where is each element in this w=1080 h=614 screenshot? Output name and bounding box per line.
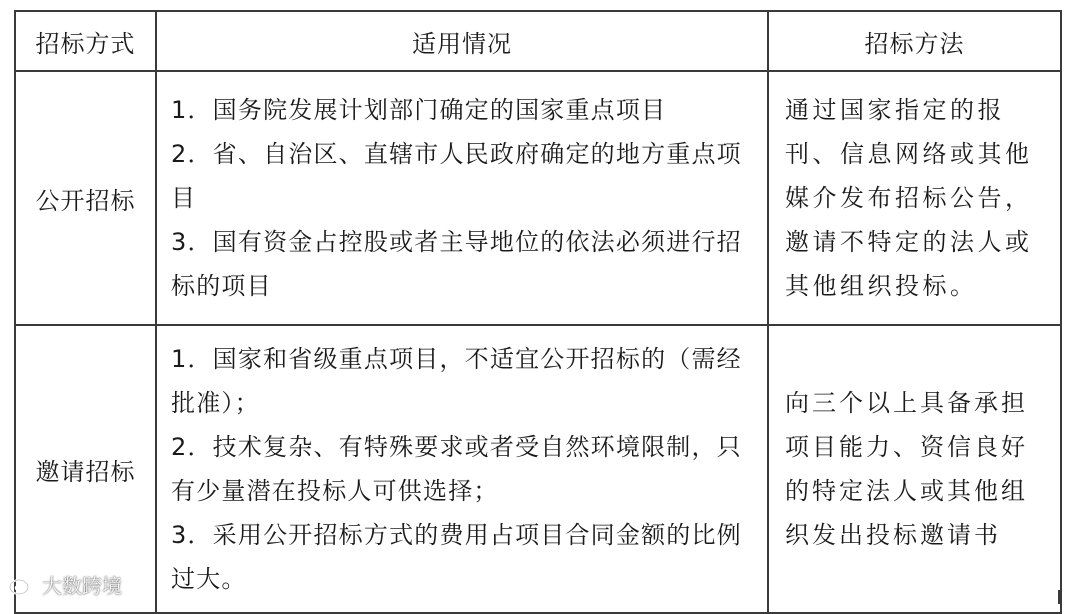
- header-applicable-situations: 适用情况: [156, 11, 768, 71]
- situations-cell: [156, 71, 768, 325]
- situation-item: 3．国有资金占控股或者主导地位的依法必须进行招标的项目: [171, 228, 742, 300]
- weibo-like-logo-icon: [8, 573, 38, 597]
- watermark: [8, 570, 122, 599]
- tendering-methods-table: [14, 10, 1062, 614]
- table-bottom-continuation: [14, 590, 1060, 604]
- header-tendering-method: 招标方法: [768, 11, 1061, 71]
- situation-item: 2．技术复杂、有特殊要求或者受自然环境限制，只有少量潜在投标人可供选择；: [171, 433, 742, 505]
- row-type-label: 邀请招标: [15, 325, 156, 613]
- situation-item: 3．采用公开招标方式的费用占项目合同金额的比例过大。: [171, 521, 742, 593]
- watermark-text: 大数跨境: [42, 574, 122, 598]
- situation-item: 1．国务院发展计划部门确定的国家重点项目: [171, 96, 667, 124]
- table-row-invited-tender: [15, 325, 1061, 613]
- table-row-open-tender: [15, 71, 1061, 325]
- row-type-label: 公开招标: [15, 71, 156, 325]
- header-tendering-type: 招标方式: [15, 11, 156, 71]
- method-cell: 通过国家指定的报刊、信息网络或其他媒介发布招标公告，邀请不特定的法人或其他组织投标。: [768, 71, 1061, 325]
- header-row: [15, 11, 1061, 71]
- situation-item: 1．国家和省级重点项目，不适宜公开招标的（需经批准）；: [171, 345, 742, 417]
- situations-cell: [156, 325, 768, 613]
- situation-item: 2．省、自治区、直辖市人民政府确定的地方重点项目: [171, 140, 742, 212]
- method-cell: 向三个以上具备承担项目能力、资信良好的特定法人或其他组织发出投标邀请书: [768, 325, 1061, 613]
